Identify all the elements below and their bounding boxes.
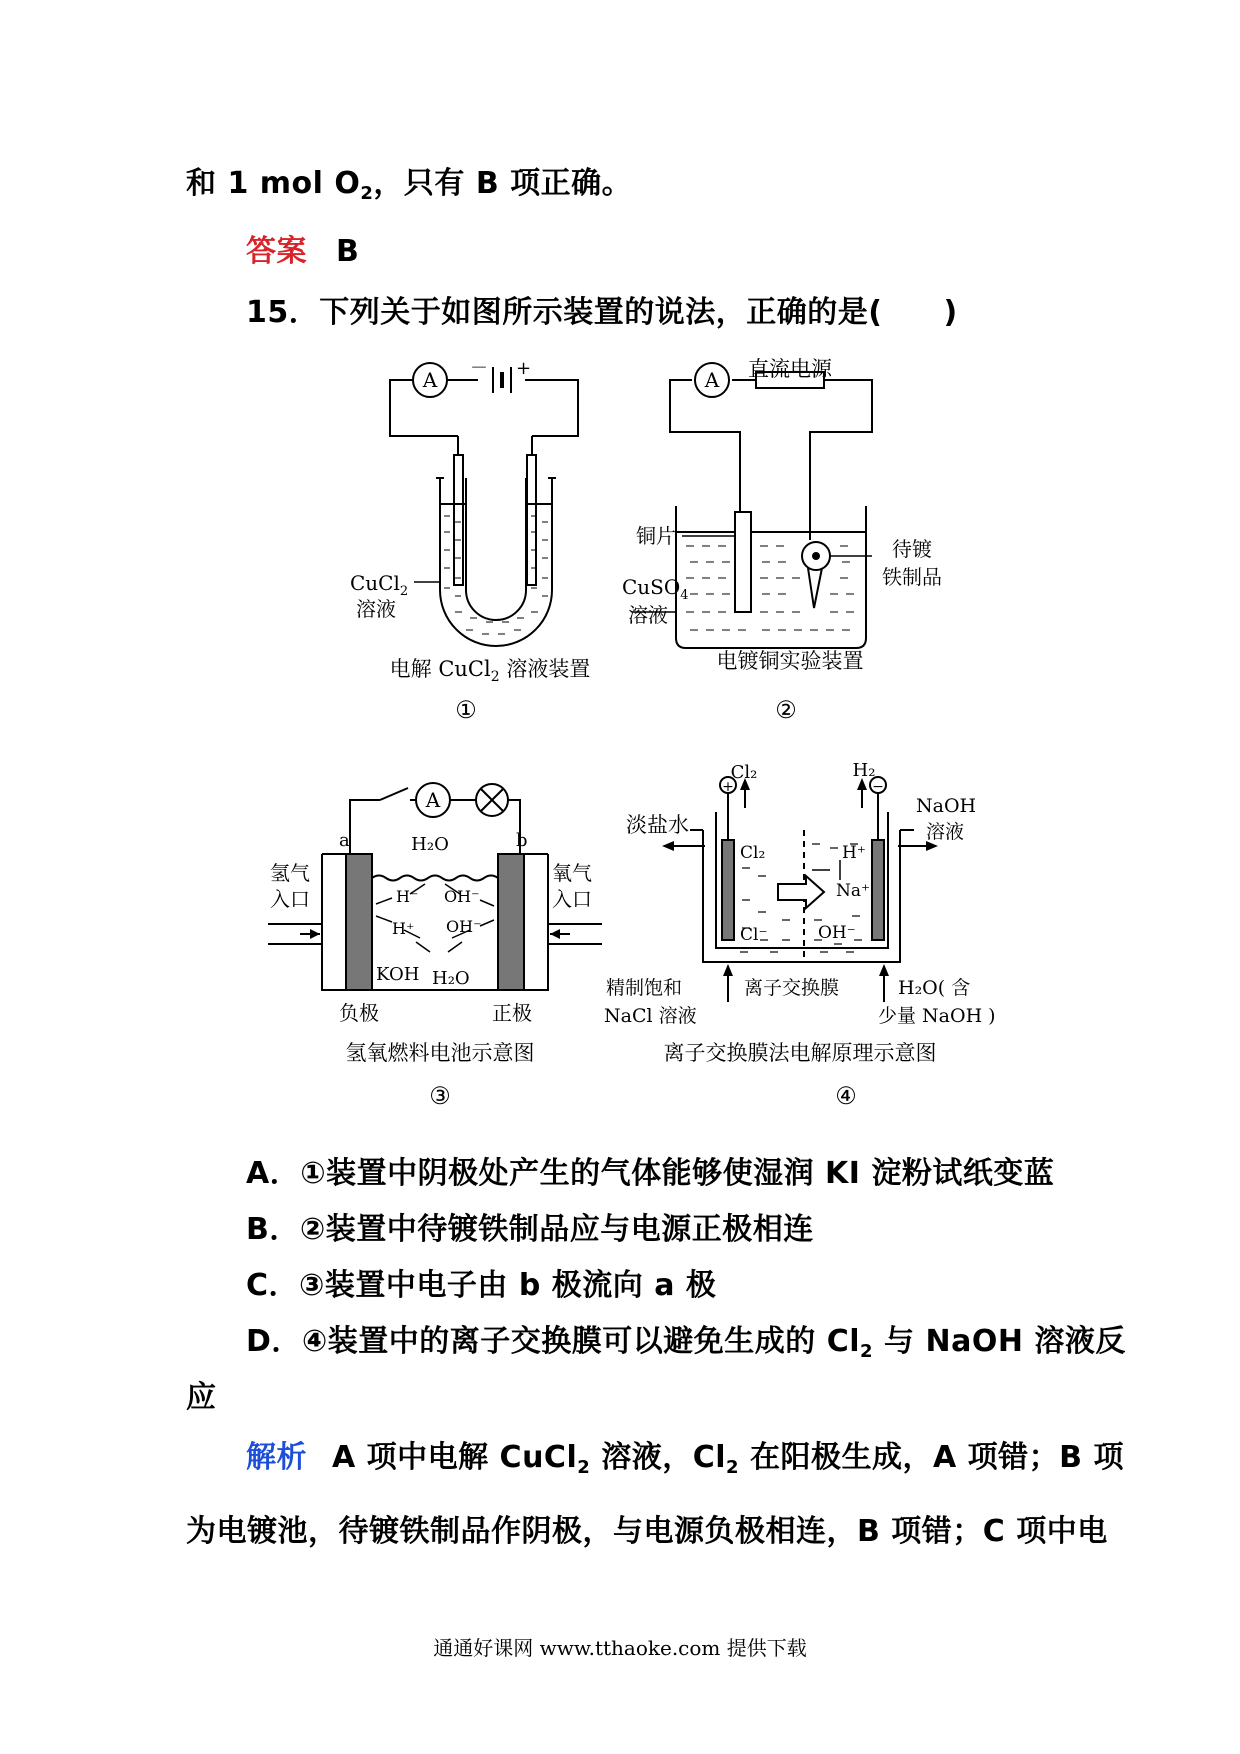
fig3-water-top: H₂O [411, 834, 449, 855]
fig1-solution-label: CuCl$_2$ [350, 571, 409, 599]
option-a: A．①装置中阴极处产生的气体能够使湿润 KI 淀粉试纸变蓝 [246, 1156, 1055, 1191]
fig3-left-gas-2: 入口 [270, 887, 310, 911]
fig3-ammeter-label: A [425, 788, 441, 812]
fig3-negative: 负极 [339, 1001, 379, 1025]
fig2-solution-label: CuSO$_4$ [622, 575, 689, 603]
fig4-h-plus: H⁺ [842, 843, 866, 863]
fig4-inlet-right-1: H₂O( 含 [898, 977, 971, 999]
fig2-item-label-2: 铁制品 [882, 565, 942, 589]
fig1-plus-label: + [516, 358, 532, 379]
fig3-oh-minus-1: OH⁻ [444, 887, 480, 906]
fig3-h-plus: H⁺ [392, 919, 415, 938]
fig2-ammeter-label: A [704, 368, 720, 392]
fig3-h-minus: H⁻ [396, 887, 419, 906]
fig4-ion-exchange [668, 777, 932, 1002]
fig3-number: ③ [429, 1082, 451, 1110]
question-stem: 15．下列关于如图所示装置的说法，正确的是( ) [246, 295, 958, 330]
fig1-number: ① [455, 696, 477, 724]
fig3-electrolyte: KOH [376, 964, 420, 985]
analysis-label: 解析 [246, 1440, 307, 1475]
fig2-power-label: 直流电源 [748, 357, 832, 381]
fig4-membrane: 离子交换膜 [744, 977, 840, 999]
fig4-number: ④ [835, 1082, 857, 1110]
fig4-inlet-left-1: 精制饱和 [606, 977, 683, 999]
fig1-ammeter-label: A [422, 368, 438, 392]
analysis-line-2: 为电镀池，待镀铁制品作阴极，与电源负极相连，B 项错；C 项中电 [186, 1514, 1108, 1549]
footer-source: 通通好课网 www.tthaoke.com 提供下载 [433, 1636, 807, 1660]
fig1-solution-label-2: 溶液 [356, 597, 396, 621]
fig4-plus-sign: + [722, 779, 734, 795]
answer-value: B [335, 234, 360, 269]
fig2-solution-label-2: 溶液 [628, 603, 668, 627]
fig4-inlet-right-2: 少量 NaOH ) [878, 1005, 996, 1027]
fig3-left-gas-1: 氢气 [270, 861, 310, 885]
fig3-electrode-a: a [339, 830, 350, 851]
fig2-caption: 电镀铜实验装置 [716, 649, 864, 673]
analysis-line-1: 解析 A 项中电解 CuCl$_2$ 溶液，$Cl_2$ 在阳极生成，A 项错；B 项 [246, 1440, 1124, 1478]
option-b: B．②装置中待镀铁制品应与电源正极相连 [246, 1212, 814, 1247]
option-d-continued: 应 [186, 1380, 217, 1415]
fig2-number: ② [775, 696, 797, 724]
option-c: C．③装置中电子由 b 极流向 a 极 [246, 1268, 717, 1303]
fig4-naoh-1: NaOH [916, 795, 977, 817]
fig4-na-plus: Na⁺ [836, 881, 870, 901]
fig4-naoh-2: 溶液 [926, 821, 965, 843]
fig1-minus-label: － [470, 358, 488, 379]
fig4-cl-minus: Cl⁻ [740, 925, 768, 945]
fig4-minus-sign: − [872, 779, 884, 795]
prev-solution-tail: 和 1 mol $O_2$，只有 B 项正确。 [186, 166, 633, 204]
fig3-electrode-b: b [516, 830, 528, 851]
fig3-water-bottom: H₂O [432, 968, 470, 989]
option-d: D．④装置中的离子交换膜可以避免生成的 $Cl_2$ 与 NaOH 溶液反 [246, 1324, 1126, 1362]
fig3-positive: 正极 [492, 1001, 532, 1025]
fig1-electrolysis-cucl2 [390, 363, 578, 646]
fig4-caption: 离子交换膜法电解原理示意图 [663, 1041, 937, 1065]
fig4-cl2-inner: Cl₂ [740, 843, 766, 863]
fig4-dilute-brine: 淡盐水 [626, 813, 689, 837]
fig2-copper-label: 铜片 [636, 524, 676, 548]
fig4-h2-top: H₂ [852, 760, 876, 781]
fig3-right-gas-1: 氧气 [552, 861, 592, 885]
fig4-oh-minus: OH⁻ [818, 923, 856, 943]
fig4-inlet-left-2: NaCl 溶液 [604, 1005, 697, 1027]
fig3-oh-minus-2: OH⁻ [446, 917, 482, 936]
fig3-right-gas-2: 入口 [552, 887, 592, 911]
fig3-caption: 氢氧燃料电池示意图 [345, 1041, 535, 1065]
answer-label: 答案 [246, 234, 307, 269]
fig2-item-label-1: 待镀 [892, 537, 932, 561]
fig1-caption: 电解 CuCl$_2$ 溶液装置 [389, 657, 591, 685]
fig4-cl2-top: Cl₂ [730, 762, 758, 783]
fig2-electroplating [632, 363, 872, 648]
